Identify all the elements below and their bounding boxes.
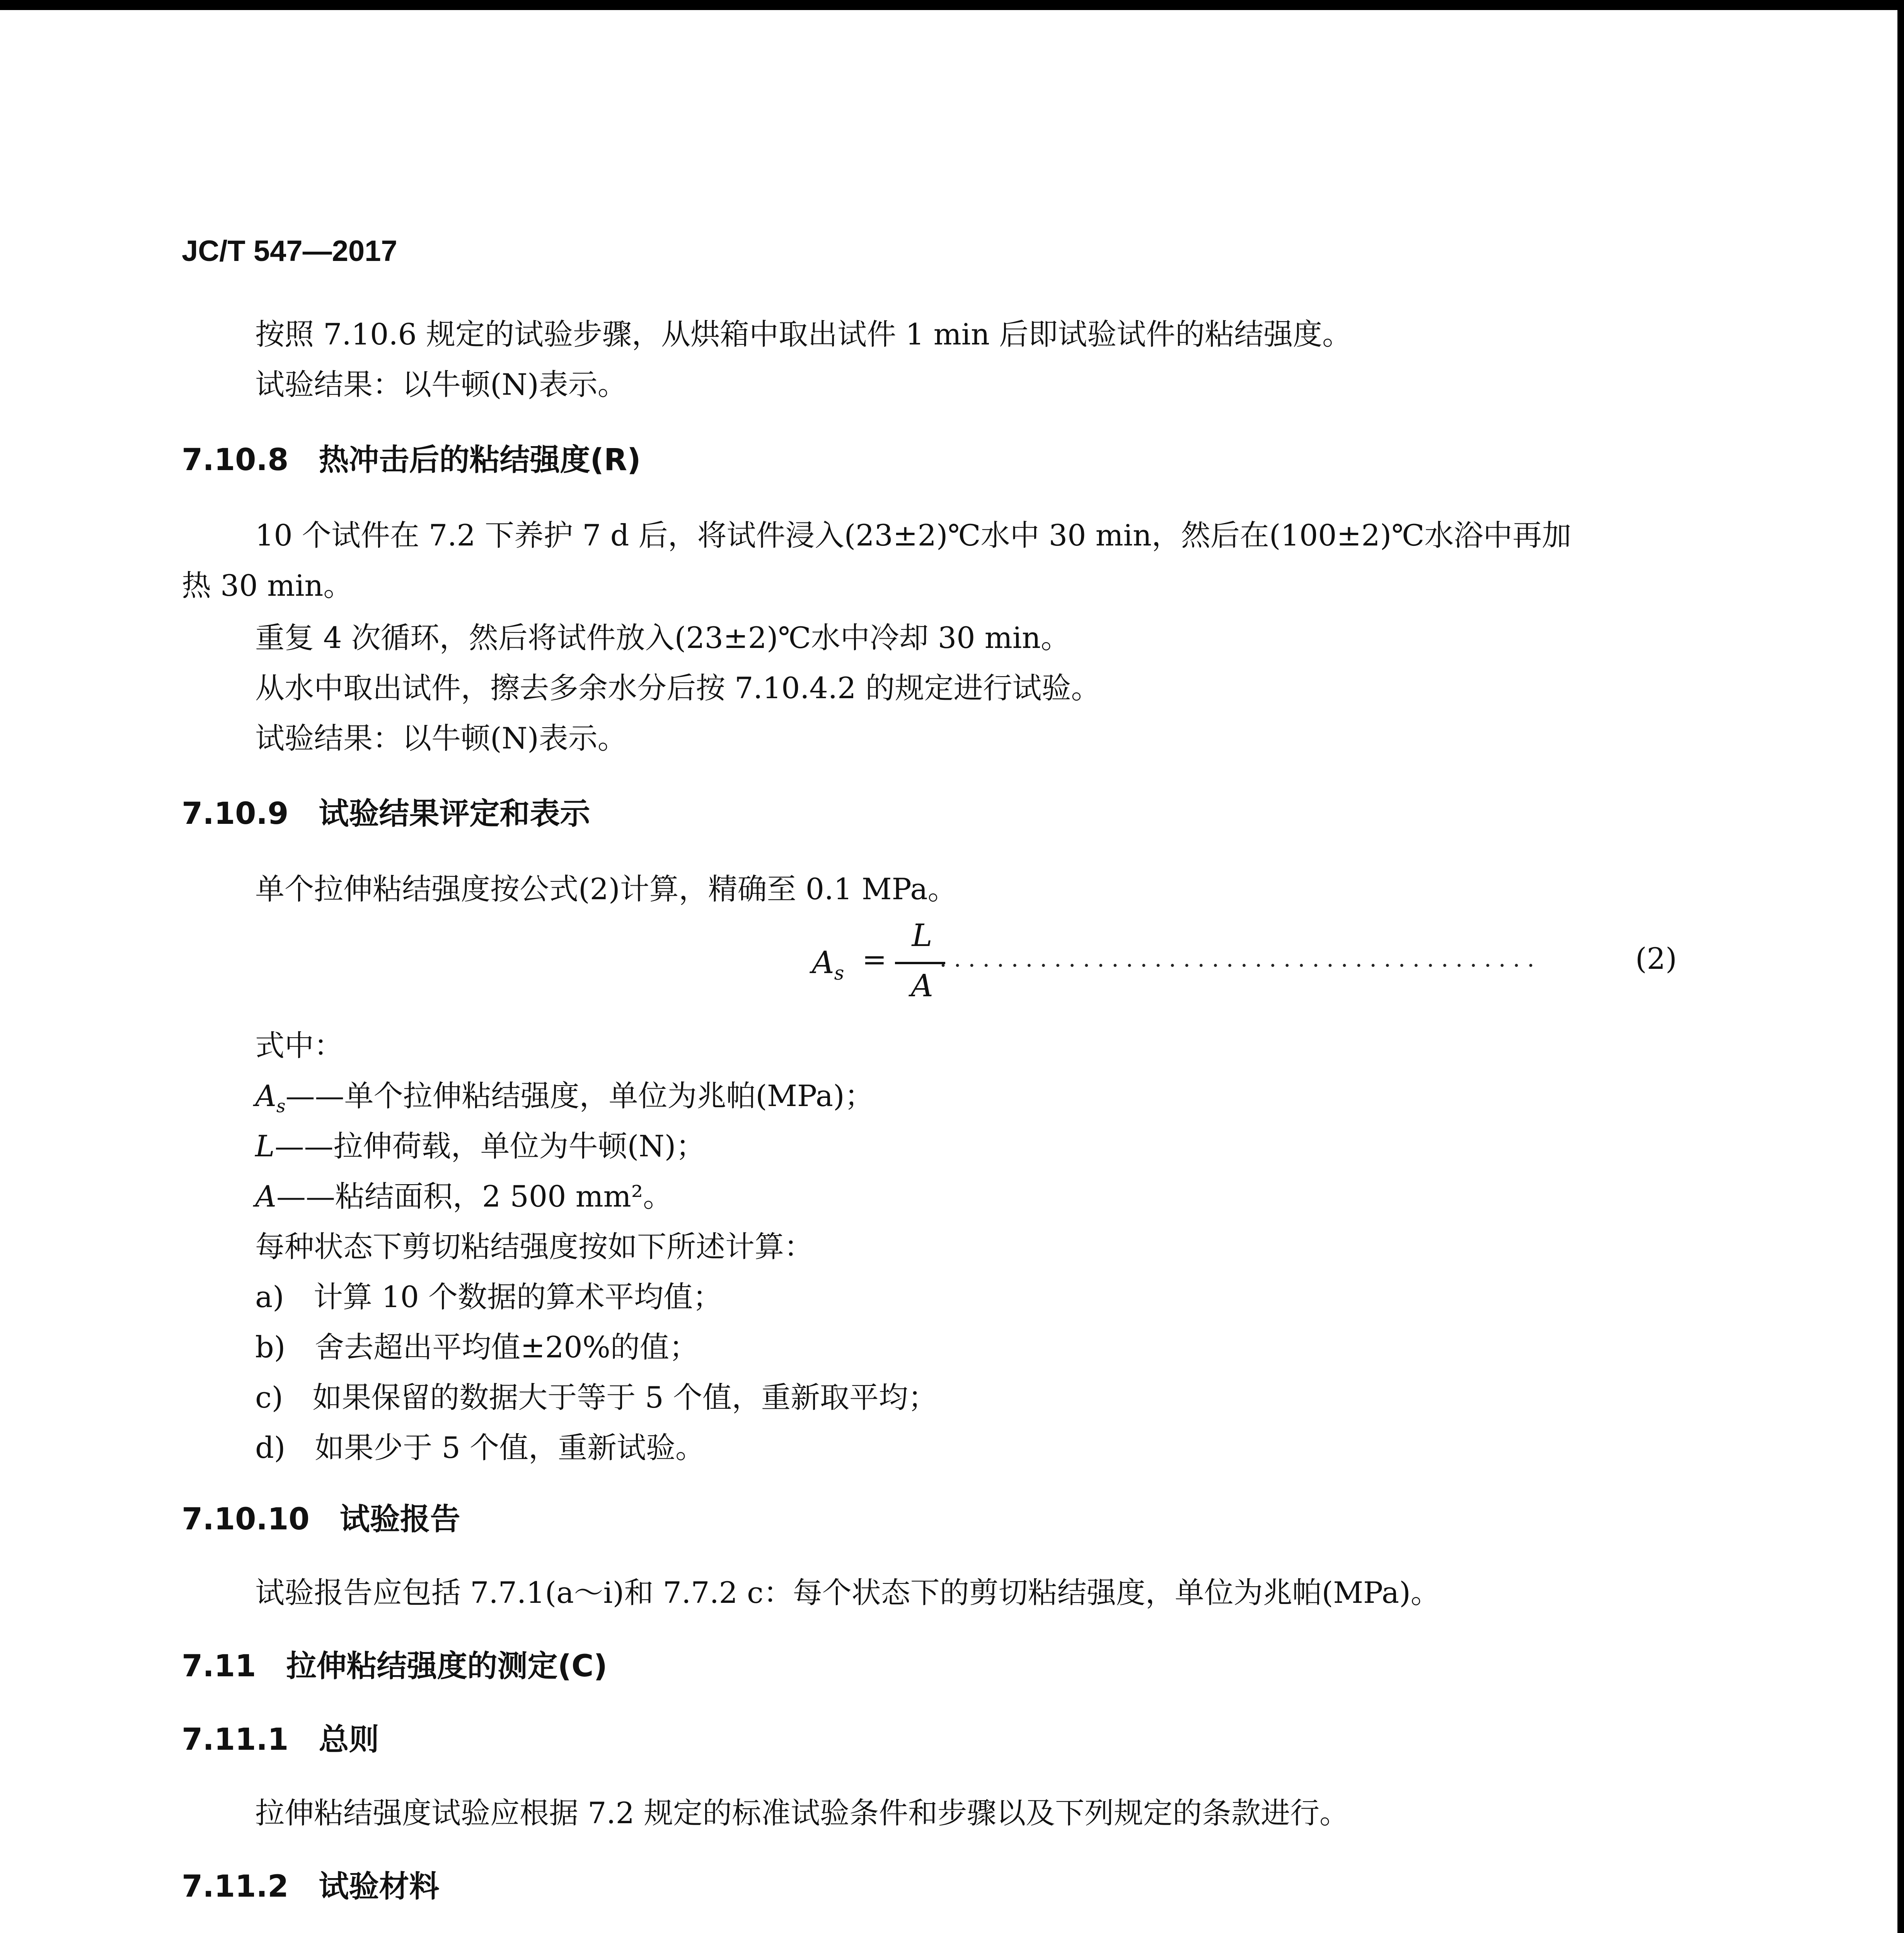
paragraph-line: 单个拉伸粘结强度按公式(2)计算，精确至 0.1 MPa。 (255, 872, 957, 906)
paragraph-line: 重复 4 次循环，然后将试件放入(23±2)℃水中冷却 30 min。 (255, 620, 1070, 655)
formula-leader-dots: .......................................... (939, 945, 1542, 972)
formula-numerator: L (912, 917, 932, 953)
paragraph-line: 10 个试件在 7.2 下养护 7 d 后，将试件浸入(23±2)℃水中 30 min，然后在(100±2)℃水浴中再加 (255, 518, 1572, 552)
section-heading-7-11-2: 7.11.2 试验材料 (182, 1869, 440, 1904)
section-heading-7-10-9: 7.10.9 试验结果评定和表示 (182, 796, 590, 831)
paragraph-line: 试验报告应包括 7.7.1(a～i)和 7.7.2 c：每个状态下的剪切粘结强度，单位为兆帕(MPa)。 (255, 1575, 1440, 1610)
result-line: 试验结果：以牛顿(N)表示。 (255, 721, 627, 755)
section-heading-7-11-1: 7.11.1 总则 (182, 1722, 379, 1757)
list-item: c) 如果保留的数据大于等于 5 个值，重新取平均； (255, 1380, 938, 1415)
paragraph-line: 热 30 min。 (182, 568, 353, 603)
paragraph-line: 每种状态下剪切粘结强度按如下所述计算： (255, 1229, 813, 1264)
document-id: JC/T 547—2017 (182, 235, 397, 268)
where-label: 式中： (255, 1028, 343, 1063)
fraction-bar (895, 962, 945, 964)
list-item: d) 如果少于 5 个值，重新试验。 (255, 1430, 705, 1465)
variable-definition: $A_s——$单个拉伸粘结强度，单位为兆帕(MPa)； (255, 1079, 874, 1117)
variable-definition: L——拉伸荷载，单位为牛顿(N)； (255, 1129, 706, 1163)
list-item: b) 舍去超出平均值±20%的值； (255, 1330, 699, 1364)
paragraph-line: 按照 7.10.6 规定的试验步骤，从烘箱中取出试件 1 min 后即试验试件的粘结强度。 (255, 317, 1352, 351)
paragraph-line: 从水中取出试件，擦去多余水分后按 7.10.4.2 的规定进行试验。 (255, 671, 1101, 705)
formula-2 (812, 916, 933, 1017)
section-heading-7-11: 7.11 拉伸粘结强度的测定(C) (182, 1649, 607, 1684)
formula-number: (2) (1635, 941, 1677, 976)
section-heading-7-10-8: 7.10.8 热冲击后的粘结强度(R) (182, 443, 641, 477)
formula-equals: = (862, 942, 887, 977)
paragraph-line: 拉伸粘结强度试验应根据 7.2 规定的标准试验条件和步骤以及下列规定的条款进行。 (255, 1796, 1349, 1830)
list-item: a) 计算 10 个数据的算术平均值； (255, 1280, 722, 1314)
formula-lhs: $A_s$ (812, 944, 844, 984)
formula-denominator: A (911, 968, 933, 1004)
result-line: 试验结果：以牛顿(N)表示。 (255, 367, 627, 402)
variable-definition: A——粘结面积，2 500 mm²。 (255, 1179, 673, 1214)
section-heading-7-10-10: 7.10.10 试验报告 (182, 1502, 460, 1537)
